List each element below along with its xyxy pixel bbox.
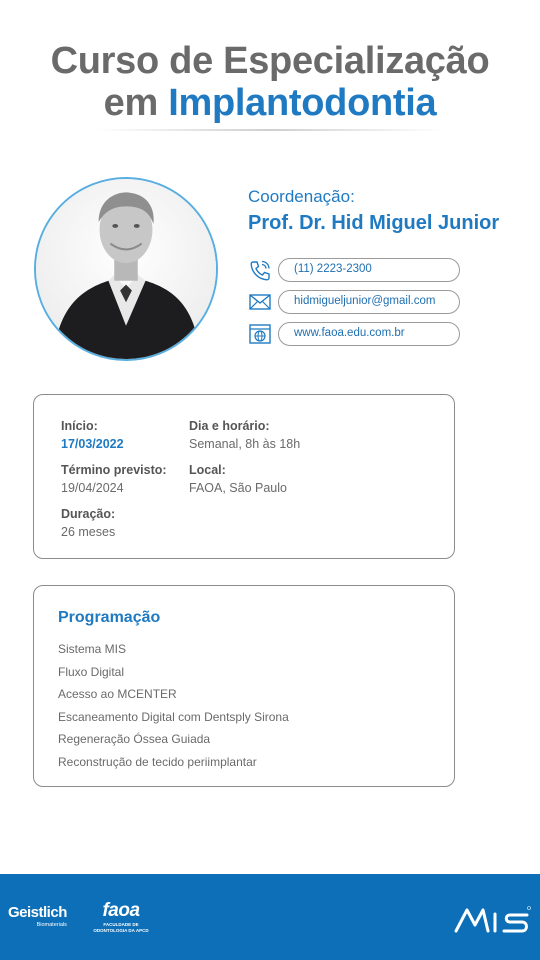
coordinator-photo bbox=[34, 177, 218, 361]
coordinator-name: Prof. Dr. Hid Miguel Junior bbox=[248, 212, 500, 234]
termino-block bbox=[61, 461, 167, 497]
geistlich-logo bbox=[8, 904, 67, 928]
footer-bar bbox=[0, 874, 540, 960]
list-item: Fluxo Digital bbox=[58, 664, 125, 679]
duracao-value: 26 meses bbox=[61, 525, 116, 539]
program-list bbox=[58, 640, 289, 775]
course-details-card bbox=[33, 394, 455, 559]
mis-logo bbox=[453, 904, 531, 934]
faoa-logo bbox=[91, 900, 151, 940]
duracao-label: Duração: bbox=[61, 507, 116, 521]
local-label: Local: bbox=[189, 463, 226, 477]
inicio-block bbox=[61, 417, 124, 453]
program-title: Programação bbox=[58, 609, 161, 626]
web-icon bbox=[248, 323, 272, 345]
program-card bbox=[33, 585, 455, 787]
phone-value: (11) 2223-2300 bbox=[278, 258, 460, 282]
duracao-block bbox=[61, 505, 115, 541]
email-value: hidmigueljunior@gmail.com bbox=[278, 290, 460, 314]
website-value: www.faoa.edu.com.br bbox=[278, 322, 460, 346]
faoa-wordmark: faoa bbox=[102, 900, 140, 921]
title-prefix: em bbox=[103, 82, 158, 124]
geistlich-wordmark: Geistlich bbox=[8, 904, 67, 921]
contact-website[interactable] bbox=[248, 322, 462, 346]
title-accent: Implantodontia bbox=[168, 82, 437, 124]
faoa-subtitle-2: ODONTOLOGIA DA APCD bbox=[93, 927, 149, 933]
inicio-label: Início: bbox=[61, 419, 98, 433]
list-item: Sistema MIS bbox=[58, 642, 127, 656]
coordinator-portrait-image bbox=[36, 179, 216, 359]
page-title bbox=[0, 40, 540, 124]
title-divider bbox=[95, 129, 445, 131]
list-item: Reconstrução de tecido periimplantar bbox=[58, 754, 257, 769]
title-line-2 bbox=[0, 82, 540, 124]
dia-label: Dia e horário: bbox=[189, 419, 270, 433]
list-item: Escaneamento Digital com Dentsply Sirona bbox=[58, 709, 289, 724]
list-item: Acesso ao MCENTER bbox=[58, 687, 177, 701]
contact-email[interactable] bbox=[248, 290, 462, 314]
dia-value: Semanal, 8h às 18h bbox=[189, 437, 301, 451]
contact-phone[interactable] bbox=[248, 258, 462, 282]
termino-value: 19/04/2024 bbox=[61, 481, 124, 495]
phone-icon bbox=[248, 259, 272, 281]
geistlich-subtitle: Biomaterials bbox=[36, 922, 67, 928]
local-block bbox=[189, 461, 287, 497]
faoa-subtitle-1: FACULDADE DE bbox=[103, 922, 139, 927]
termino-label: Término previsto: bbox=[61, 463, 167, 477]
title-line-1: Curso de Especialização bbox=[50, 40, 490, 82]
local-value: FAOA, São Paulo bbox=[189, 481, 287, 495]
coordination-label: Coordenação: bbox=[248, 187, 355, 206]
list-item: Regeneração Óssea Guiada bbox=[58, 732, 211, 746]
mail-icon bbox=[248, 291, 272, 313]
inicio-value: 17/03/2022 bbox=[61, 437, 124, 451]
dia-block bbox=[189, 417, 300, 453]
